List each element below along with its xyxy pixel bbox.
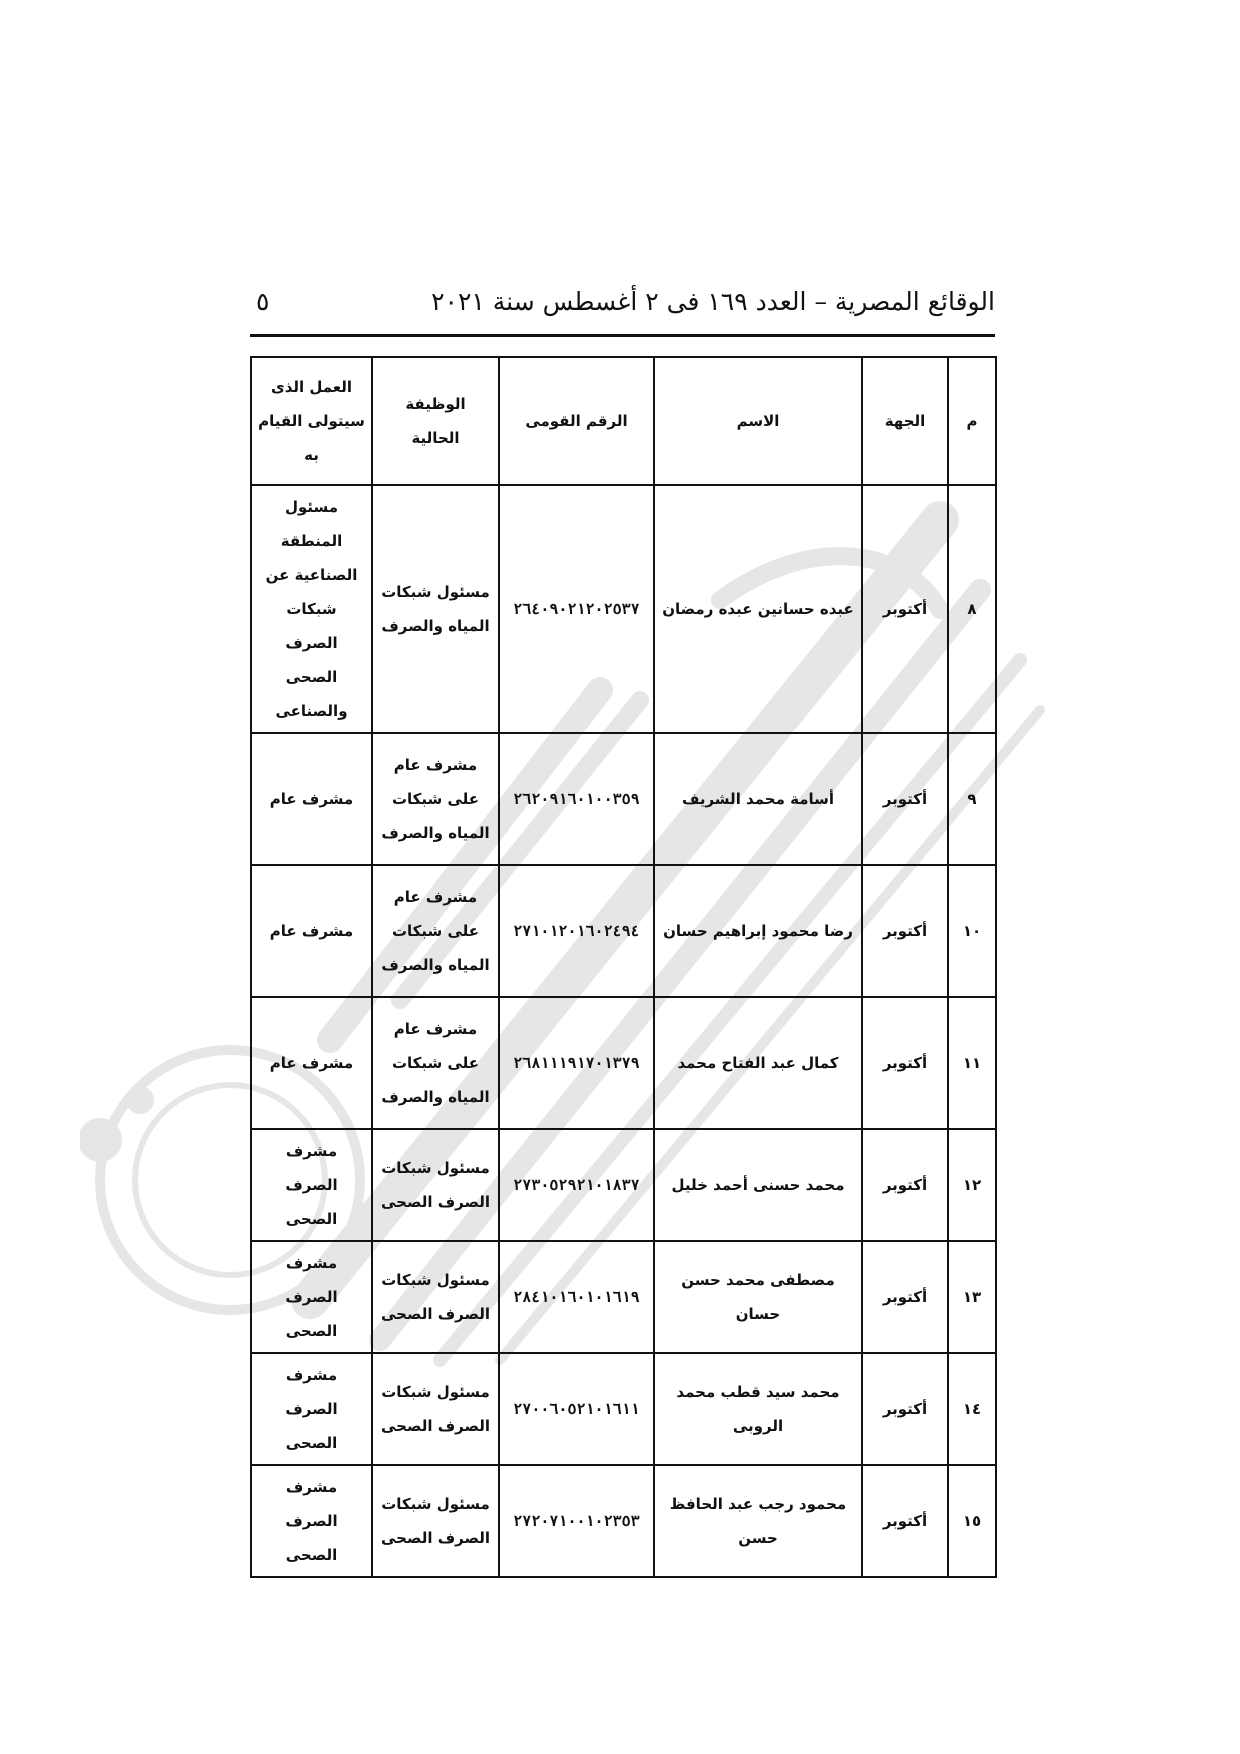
row-entity: أكتوبر — [862, 865, 948, 997]
row-index: ١١ — [948, 997, 996, 1129]
row-future-work: مشرف عام — [251, 733, 372, 865]
table-row — [251, 1465, 996, 1577]
row-name: كمال عبد الفتاح محمد — [654, 997, 862, 1129]
row-index: ١٢ — [948, 1129, 996, 1241]
row-entity: أكتوبر — [862, 1353, 948, 1465]
page-number: ٥ — [256, 287, 270, 316]
row-index: ٩ — [948, 733, 996, 865]
row-name: عبده حسانين عبده رمضان — [654, 485, 862, 733]
row-name: مصطفى محمد حسن حسان — [654, 1241, 862, 1353]
row-current-job: مسئول شبكات الصرف الصحى — [372, 1353, 499, 1465]
row-current-job: مسئول شبكات الصرف الصحى — [372, 1241, 499, 1353]
row-entity: أكتوبر — [862, 485, 948, 733]
row-future-work: مشرف الصرف الصحى — [251, 1129, 372, 1241]
row-future-work: مشرف عام — [251, 997, 372, 1129]
column-header-future-work: العمل الذى سيتولى القيام به — [251, 357, 372, 485]
header-title: الوقائع المصرية – العدد ١٦٩ فى ٢ أغسطس سنة ٢٠٢١ — [431, 287, 995, 316]
row-current-job: مشرف عام على شبكات المياه والصرف — [372, 997, 499, 1129]
row-current-job: مسئول شبكات الصرف الصحى — [372, 1465, 499, 1577]
row-entity: أكتوبر — [862, 1241, 948, 1353]
row-national-id: ٢٨٤١٠١٦٠١٠١٦١٩ — [499, 1241, 654, 1353]
column-header-index: م — [948, 357, 996, 485]
table-row — [251, 997, 996, 1129]
row-national-id: ٢٦٤٠٩٠٢١٢٠٢٥٣٧ — [499, 485, 654, 733]
row-entity: أكتوبر — [862, 1465, 948, 1577]
row-future-work: مشرف عام — [251, 865, 372, 997]
row-future-work: مشرف الصرف الصحى — [251, 1353, 372, 1465]
row-name: محمود رجب عبد الحافظ حسن — [654, 1465, 862, 1577]
row-future-work: مسئول المنطقة الصناعية عن شبكات الصرف الصحى والصناعى — [251, 485, 372, 733]
table-row — [251, 733, 996, 865]
column-header-entity: الجهة — [862, 357, 948, 485]
row-entity: أكتوبر — [862, 733, 948, 865]
row-current-job: مسئول شبكات الصرف الصحى — [372, 1129, 499, 1241]
row-index: ١٠ — [948, 865, 996, 997]
row-name: محمد سيد قطب محمد الروبى — [654, 1353, 862, 1465]
row-future-work: مشرف الصرف الصحى — [251, 1241, 372, 1353]
table-row — [251, 1129, 996, 1241]
row-name: رضا محمود إبراهيم حسان — [654, 865, 862, 997]
row-national-id: ٢٧٣٠٥٢٩٢١٠١٨٣٧ — [499, 1129, 654, 1241]
table-header-row — [251, 357, 996, 485]
appointments-table — [250, 356, 997, 1578]
row-entity: أكتوبر — [862, 997, 948, 1129]
row-index: ٨ — [948, 485, 996, 733]
row-national-id: ٢٧٠٠٦٠٥٢١٠١٦١١ — [499, 1353, 654, 1465]
table-row — [251, 1241, 996, 1353]
row-current-job: مسئول شبكات المياه والصرف — [372, 485, 499, 733]
row-national-id: ٢٦٨١١١٩١٧٠١٣٧٩ — [499, 997, 654, 1129]
page-header — [250, 282, 995, 337]
row-index: ١٥ — [948, 1465, 996, 1577]
table-row — [251, 1353, 996, 1465]
column-header-current-job: الوظيفة الحالية — [372, 357, 499, 485]
table-row — [251, 865, 996, 997]
table-row — [251, 485, 996, 733]
row-current-job: مشرف عام على شبكات المياه والصرف — [372, 733, 499, 865]
row-national-id: ٢٧٢٠٧١٠٠١٠٢٣٥٣ — [499, 1465, 654, 1577]
row-name: محمد حسنى أحمد خليل — [654, 1129, 862, 1241]
row-index: ١٤ — [948, 1353, 996, 1465]
row-national-id: ٢٧١٠١٢٠١٦٠٢٤٩٤ — [499, 865, 654, 997]
row-name: أسامة محمد الشريف — [654, 733, 862, 865]
column-header-national-id: الرقم القومى — [499, 357, 654, 485]
row-current-job: مشرف عام على شبكات المياه والصرف — [372, 865, 499, 997]
column-header-name: الاسم — [654, 357, 862, 485]
row-national-id: ٢٦٢٠٩١٦٠١٠٠٣٥٩ — [499, 733, 654, 865]
row-future-work: مشرف الصرف الصحى — [251, 1465, 372, 1577]
row-index: ١٣ — [948, 1241, 996, 1353]
row-entity: أكتوبر — [862, 1129, 948, 1241]
